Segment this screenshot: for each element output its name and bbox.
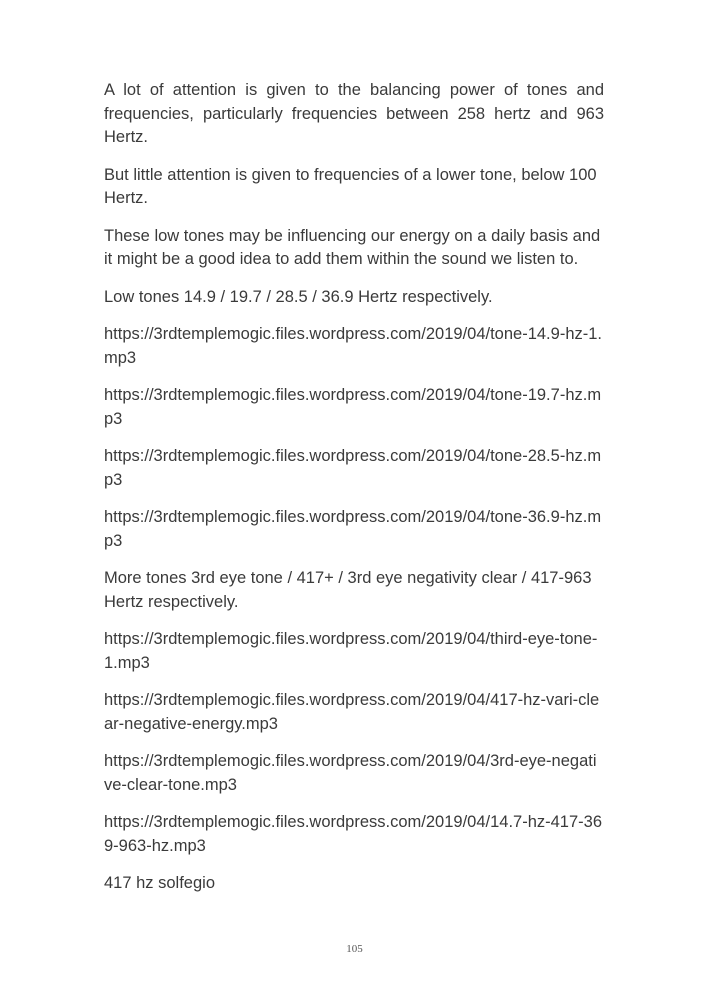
paragraph-low-tone-attention: But little attention is given to frequencies of a lower tone, below 100 Hertz. [104,165,597,207]
link-417-hz-clear-negative-energy[interactable]: https://3rdtemplemogic.files.wordpress.com/2019/04/417-hz-vari-clear-negative-energy.mp3 [104,691,600,733]
link-third-eye-tone[interactable]: https://3rdtemplemogic.files.wordpress.com/2019/04/third-eye-tone-1.mp3 [104,630,598,672]
page-number: 105 [346,943,363,955]
link-tone-19-7-hz[interactable]: https://3rdtemplemogic.files.wordpress.com/2019/04/tone-19.7-hz.mp3 [104,386,602,428]
link-3rd-eye-negative-clear-tone[interactable]: https://3rdtemplemogic.files.wordpress.com/2019/04/3rd-eye-negative-clear-tone.mp3 [104,752,597,794]
paragraph-intro: A lot of attention is given to the balancing power of tones and frequencies, particularly frequencies between 258 hertz and 963 Hertz. [104,81,604,146]
link-tone-28-5-hz[interactable]: https://3rdtemplemogic.files.wordpress.com/2019/04/tone-28.5-hz.mp3 [104,447,602,489]
link-14-7-hz-417-369-963-hz[interactable]: https://3rdtemplemogic.files.wordpress.com/2019/04/14.7-hz-417-369-963-hz.mp3 [104,813,603,855]
paragraph-417-hz-solfegio: 417 hz solfegio [104,874,215,892]
paragraph-low-tones-list: Low tones 14.9 / 19.7 / 28.5 / 36.9 Hertz respectively. [104,287,493,306]
document-body [104,79,604,910]
link-tone-36-9-hz[interactable]: https://3rdtemplemogic.files.wordpress.com/2019/04/tone-36.9-hz.mp3 [104,508,602,550]
link-tone-14-9-hz[interactable]: https://3rdtemplemogic.files.wordpress.com/2019/04/tone-14.9-hz-1.mp3 [104,325,602,367]
paragraph-more-tones: More tones 3rd eye tone / 417+ / 3rd eye negativity clear / 417-963 Hertz respectively. [104,569,592,611]
paragraph-low-tone-influence: These low tones may be influencing our energy on a daily basis and it might be a good idea to add them within the sound we listen to. [104,226,601,268]
